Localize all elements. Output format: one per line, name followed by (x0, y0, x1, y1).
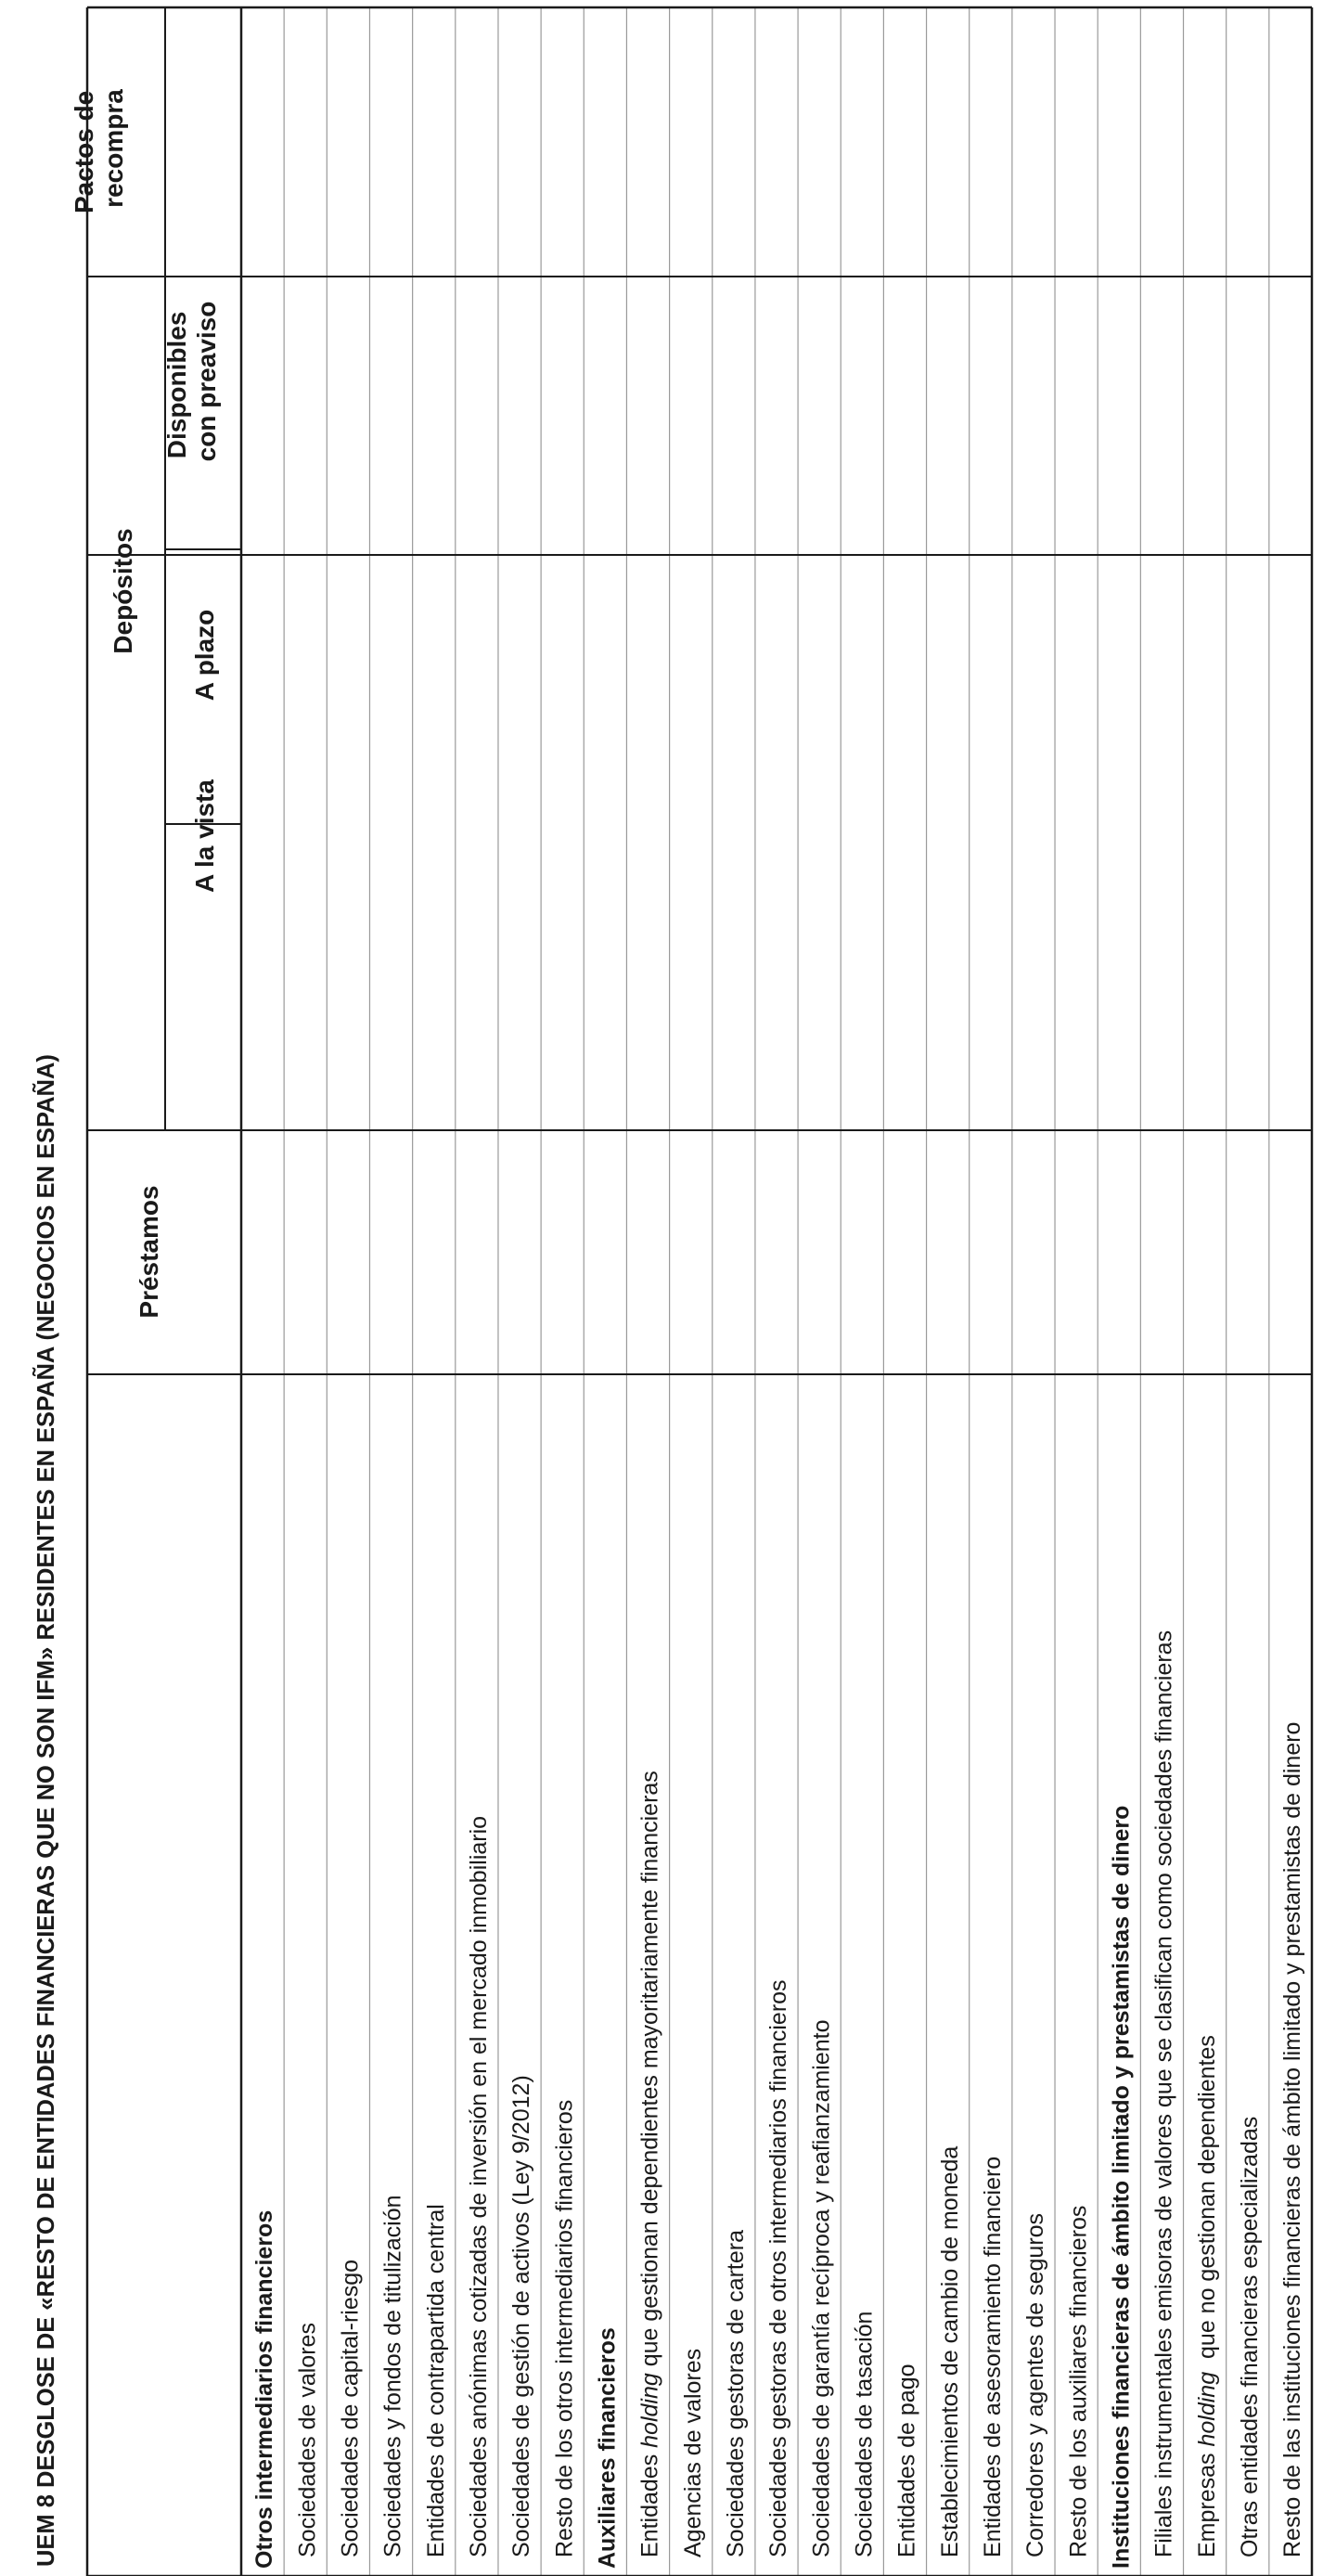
row-label (723, 2230, 749, 2557)
row-label-part: Filiales instrumentales emisoras de valores que se clasifican como sociedades financieras (1150, 1629, 1177, 2557)
row-label (937, 2146, 963, 2557)
row-group-label (595, 2327, 621, 2569)
row-label (380, 2195, 406, 2557)
row-label-part: Sociedades gestoras de otros intermediarios financieros (765, 1979, 792, 2557)
row-label (851, 2312, 877, 2557)
header-pactos-de-recompra (70, 84, 128, 213)
header-a-la-vista: A la vista (190, 779, 219, 893)
row-label-part: Entidades de pago (893, 2363, 920, 2557)
row-label (1151, 1630, 1177, 2557)
header-disponibles-line-1: Disponibles (162, 311, 191, 459)
row-label (808, 2019, 834, 2557)
row-label-italic: holding (1193, 2371, 1220, 2447)
row-label-part: Sociedades de valores (294, 2323, 321, 2557)
row-label (508, 2075, 534, 2557)
row-label-part: Sociedades y fondos de titulización (379, 2195, 406, 2557)
row-label (466, 1816, 492, 2557)
row-group-label (251, 2210, 277, 2569)
row-label-part: Entidades (636, 2447, 663, 2557)
row-label-part: Sociedades de capital-riesgo (337, 2259, 364, 2557)
header-depositos: Depósitos (109, 528, 137, 654)
row-label-part: Sociedades anónimas cotizadas de inversión en el mercado inmobiliario (466, 1815, 493, 2557)
row-label-part: Establecimientos de cambio de moneda (936, 2145, 963, 2557)
row-label (338, 2260, 364, 2557)
row-label (1237, 2117, 1263, 2557)
row-label (551, 2100, 577, 2557)
row-label-part: Agencias de valores (679, 2348, 706, 2557)
row-label-part: Sociedades de garantía recíproca y reafianzamiento (808, 2019, 835, 2557)
row-label-part: Auxiliares financieros (594, 2327, 621, 2569)
row-label-part: Resto de los otros intermediarios financieros (551, 2099, 578, 2557)
row-label-part: Resto de las instituciones financieras de ámbito limitado y prestamistas de dinero (1279, 1721, 1306, 2557)
header-pactos-line-2: recompra (99, 89, 128, 208)
row-label-part: Otras entidades financieras especializadas (1236, 2116, 1263, 2557)
row-label (637, 1771, 663, 2557)
row-label-part: Sociedades gestoras de cartera (722, 2230, 749, 2557)
row-label-part: Empresas (1193, 2446, 1220, 2557)
row-label (980, 2157, 1006, 2557)
header-disponibles-line-2: con preaviso (192, 301, 221, 462)
row-label-part: Otros intermediarios financieros (251, 2209, 278, 2569)
header-disponibles-con-preaviso (162, 302, 221, 462)
row-label (765, 1979, 791, 2557)
header-pactos-line-1: Pactos de (70, 90, 98, 214)
row-label-part: Instituciones financieras de ámbito limitado y prestamistas de dinero (1108, 1805, 1135, 2569)
row-label-part: Sociedades de tasación (851, 2311, 878, 2557)
row-label (894, 2363, 920, 2557)
row-label-part: que no gestionan dependientes (1193, 2035, 1220, 2372)
row-label (1065, 2206, 1091, 2557)
header-a-plazo: A plazo (190, 609, 219, 702)
header-prestamos: Préstamos (135, 1185, 163, 1319)
row-label-part: Corredores y agentes de seguros (1022, 2212, 1049, 2557)
row-label (294, 2323, 320, 2557)
row-label-part: Resto de los auxiliares financieros (1065, 2205, 1092, 2557)
table-title: UEM 8 DESGLOSE DE «RESTO DE ENTIDADES FINANCIERAS QUE NO SON IFM» RESIDENTES EN ESPAÑA (NEGOCIOS EN ESPAÑA) (33, 1054, 59, 2567)
row-label (1022, 2213, 1048, 2557)
row-label (680, 2349, 706, 2557)
row-label-part: que gestionan dependientes mayoritariamente financieras (636, 1771, 663, 2374)
row-label-part: Sociedades de gestión de activos (Ley 9/2012) (508, 2075, 535, 2557)
row-label (1194, 2035, 1220, 2557)
row-label (423, 2204, 449, 2557)
row-label-part: Entidades de asesoramiento financiero (979, 2156, 1006, 2557)
row-label (1279, 1722, 1305, 2557)
row-label-italic: holding (636, 2373, 663, 2448)
row-group-label (1108, 1806, 1134, 2569)
row-label-part: Entidades de contrapartida central (422, 2204, 449, 2557)
